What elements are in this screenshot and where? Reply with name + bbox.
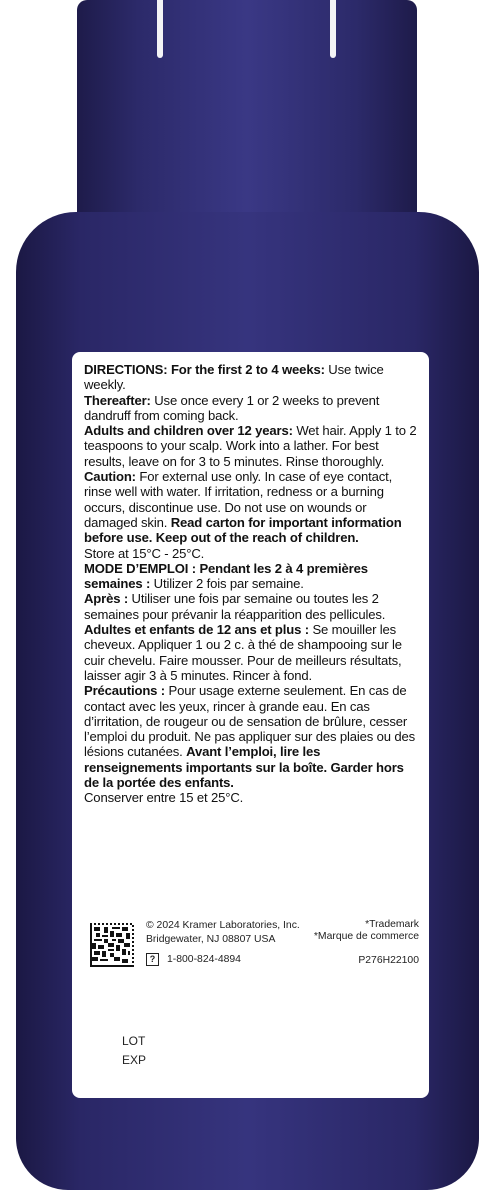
directions-text xyxy=(84,362,419,806)
datamatrix-code-icon xyxy=(90,923,134,967)
mode-emploi-apres: Après : Utiliser une fois par semaine ou toutes les 2 semaines pour prévanir la réapparition des pellicules. xyxy=(84,591,386,622)
directions-caution: Caution: For external use only. In case of eye contact, rinse well with water. If irritation, redness or a burning occurs, discontinue use. Do not use on wounds or damaged skin. Read carton for important information before use. Keep out of the reach of children. xyxy=(84,469,402,546)
directions-storage: Store at 15°C - 25°C. xyxy=(84,545,205,561)
mode-emploi-weeks: MODE D’EMPLOI : Pendant les 2 à 4 premières semaines : Utilizer 2 fois par semaine. xyxy=(84,560,368,592)
mode-emploi-precautions: Précautions : Pour usage externe seulement. En cas de contact avec les yeux, rincer à grande eau. En cas d’irritation, de rougeur ou de sensation de brûlure, cesser l’emploi du produit. Ne pas appliquer sur des plaies ou des lésions cutanées. Avant l’emploi, lire les renseignements importants sur la boîte. Garder hors de la portée des enfants. xyxy=(84,683,416,791)
bottle-cap xyxy=(77,0,417,220)
copyright-text: © 2024 Kramer Laboratories, Inc. xyxy=(146,920,300,931)
mode-emploi-conserver: Conserver entre 15 et 25°C. xyxy=(84,790,244,806)
company-info xyxy=(146,919,300,947)
trademark-en: *Trademark xyxy=(365,919,419,930)
cap-notch xyxy=(157,0,163,58)
lot-exp-area xyxy=(122,1032,146,1070)
directions-thereafter: Thereafter: Use once every 1 or 2 weeks to prevent dandruff from coming back. xyxy=(84,392,380,423)
directions-adults: Adults and children over 12 years: Wet hair. Apply 1 to 2 teaspoons to your scalp. Work into a lather. For best results, leave on for 3 to 5 minutes. Rinse thoroughly. xyxy=(84,423,417,469)
cap-notch xyxy=(330,0,336,58)
lot-label: LOT xyxy=(122,1034,146,1048)
mode-emploi-adultes: Adultes et enfants de 12 ans et plus : Se mouiller les cheveux. Appliquer 1 ou 2 c. à thé de shampooing sur le cuir chevelu. Faire mousser. Pour de meilleurs résultats, laisser agir 3 à 5 minutes. Rincer à fond. xyxy=(84,622,402,683)
exp-label: EXP xyxy=(122,1053,147,1067)
address-text: Bridgewater, NJ 08807 USA xyxy=(146,934,276,945)
phone-number: 1-800-824-4894 xyxy=(167,954,241,965)
trademark-fr: *Marque de commerce xyxy=(313,931,419,942)
question-box-icon: ? xyxy=(146,953,159,966)
product-code: P276H22100 xyxy=(358,955,419,966)
product-label xyxy=(72,352,429,1098)
phone-row xyxy=(146,953,241,966)
trademark-note xyxy=(314,919,419,943)
label-footer xyxy=(72,915,429,995)
directions-weeks: DIRECTIONS: For the first 2 to 4 weeks: Use twice weekly. xyxy=(84,362,384,393)
